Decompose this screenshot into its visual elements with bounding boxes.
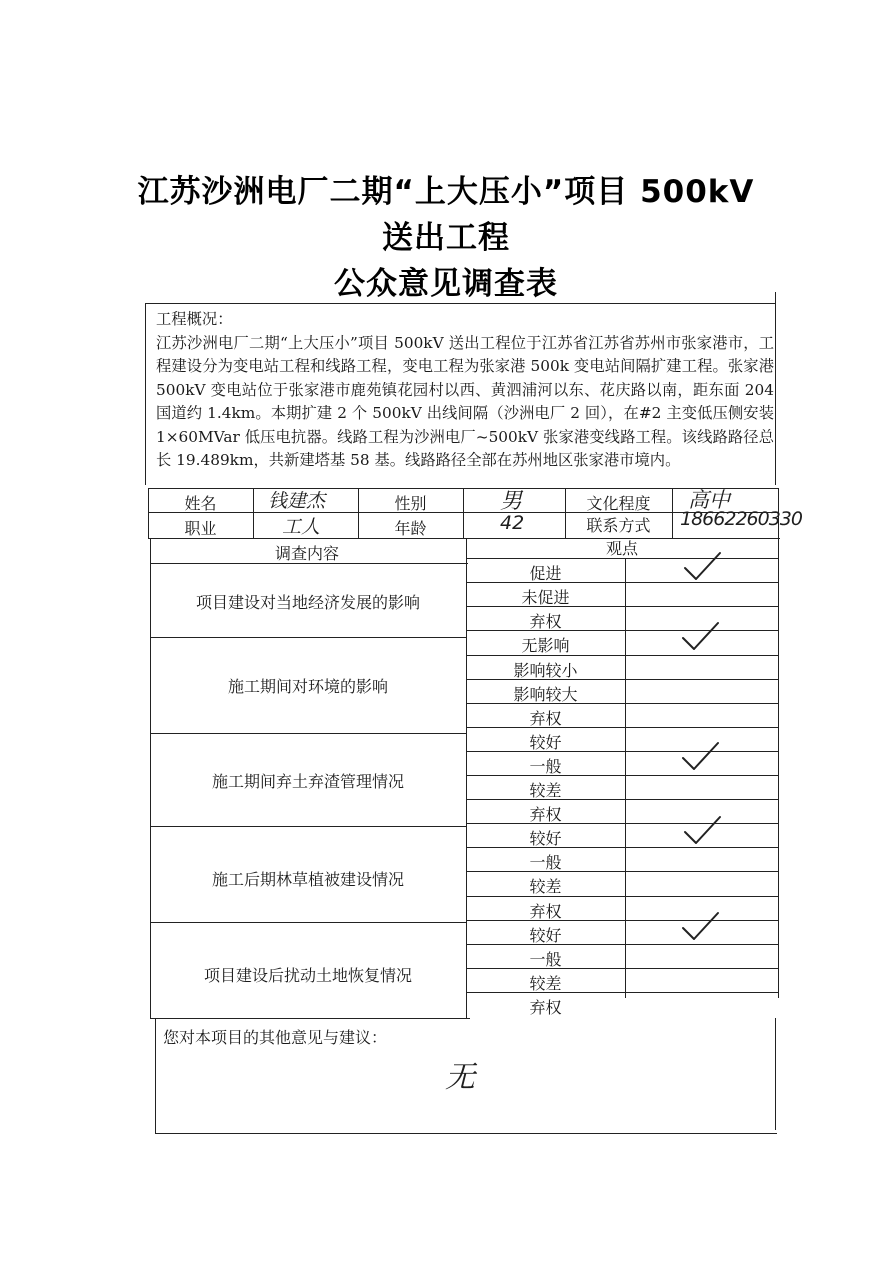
- option-label: 影响较小: [513, 661, 578, 680]
- checkmark-icon: [680, 620, 722, 654]
- overview-heading: 工程概况：: [156, 310, 233, 328]
- option-label: 促进: [529, 564, 562, 583]
- col-line: [625, 558, 626, 998]
- name-label: 姓名: [184, 494, 217, 513]
- option-label: 弃权: [529, 805, 562, 824]
- col-line: [155, 1018, 156, 1134]
- option-label: 弃权: [529, 998, 562, 1017]
- checkmark-icon: [682, 814, 724, 848]
- table-border-right-top: [775, 292, 776, 485]
- option-label: 较好: [529, 829, 562, 848]
- project-overview: [156, 308, 774, 473]
- age-label: 年龄: [394, 519, 427, 538]
- gender-value: 男: [500, 489, 523, 514]
- group-line: [150, 826, 466, 827]
- contact-value: 18662260330: [680, 508, 802, 530]
- question-spoil: 施工期间弃土弃渣管理情况: [211, 772, 404, 791]
- option-label: 较差: [529, 781, 562, 800]
- group-line: [150, 1018, 470, 1019]
- doc-title-line3: 公众意见调查表: [334, 266, 558, 302]
- gender-label: 性别: [394, 494, 427, 513]
- table-border-top: [145, 303, 775, 304]
- overview-text: 江苏沙洲电厂二期“上大压小”项目 500kV 送出工程位于江苏省江苏省苏州市张家港市，工程建设分为变电站工程和线路工程，变电工程为张家港 500k 变电站间隔扩建工程。张家港 500kV 变电站位于张家港市鹿苑镇花园村以西、黄泗浦河以东、花庆路以南，距东面 204 国道约 1.4km。本期扩建 2 个 500kV 出线间隔（沙洲电厂 2 回），在#2 主变低压侧安装 1×60MVar 低压电抗器。线路工程为沙洲电厂~500kV 张家港变线路工程。该线路路径总长 19.489km，共新建塔基 58 基。线路路径全部在苏州地区张家港市境内。: [156, 333, 774, 469]
- option-label: 一般: [529, 853, 562, 872]
- option-label: 较好: [529, 926, 562, 945]
- col-line: [463, 488, 464, 538]
- checkmark-icon: [680, 740, 722, 774]
- group-line: [150, 637, 466, 638]
- age-value: 42: [500, 512, 525, 534]
- option-label: 一般: [529, 757, 562, 776]
- option-label: 弃权: [529, 902, 562, 921]
- question-environment: 施工期间对环境的影响: [227, 677, 388, 696]
- table-border-bottom: [155, 1133, 777, 1134]
- doc-title-line1: 江苏沙洲电厂二期“上大压小”项目 500kV: [137, 174, 755, 210]
- checkmark-icon: [680, 910, 722, 944]
- content-header: 调查内容: [274, 544, 339, 563]
- suggestion-label: 您对本项目的其他意见与建议：: [163, 1028, 388, 1047]
- group-line: [150, 733, 466, 734]
- question-vegetation: 施工后期林草植被建设情况: [211, 870, 404, 889]
- option-label: 弃权: [529, 709, 562, 728]
- option-label: 一般: [529, 950, 562, 969]
- col-line: [672, 488, 673, 538]
- education-label: 文化程度: [586, 494, 651, 513]
- suggestion-answer: 无: [445, 1060, 475, 1095]
- col-line: [775, 1018, 776, 1130]
- question-land: 项目建设后扰动土地恢复情况: [203, 966, 412, 985]
- table-border-left-top: [145, 303, 146, 485]
- option-label: 无影响: [521, 636, 570, 655]
- contact-label: 联系方式: [586, 516, 651, 535]
- option-label: 未促进: [521, 588, 570, 607]
- doc-title-line2: 送出工程: [382, 220, 510, 256]
- name-value: 钱建杰: [268, 490, 326, 512]
- row-line: [150, 563, 468, 564]
- question-economy: 项目建设对当地经济发展的影响: [195, 593, 420, 612]
- checkmark-icon: [682, 550, 724, 584]
- col-line: [253, 488, 254, 538]
- option-label: 较差: [529, 974, 562, 993]
- option-label: 较差: [529, 877, 562, 896]
- option-label: 较好: [529, 733, 562, 752]
- option-label: 弃权: [529, 612, 562, 631]
- option-label: 影响较大: [513, 685, 578, 704]
- job-label: 职业: [184, 519, 217, 538]
- job-value: 工人: [282, 516, 321, 538]
- row-line: [466, 558, 778, 559]
- group-line: [150, 922, 466, 923]
- opinion-header: 观点: [605, 539, 638, 558]
- col-line: [778, 538, 779, 998]
- education-value: 高中: [688, 488, 730, 512]
